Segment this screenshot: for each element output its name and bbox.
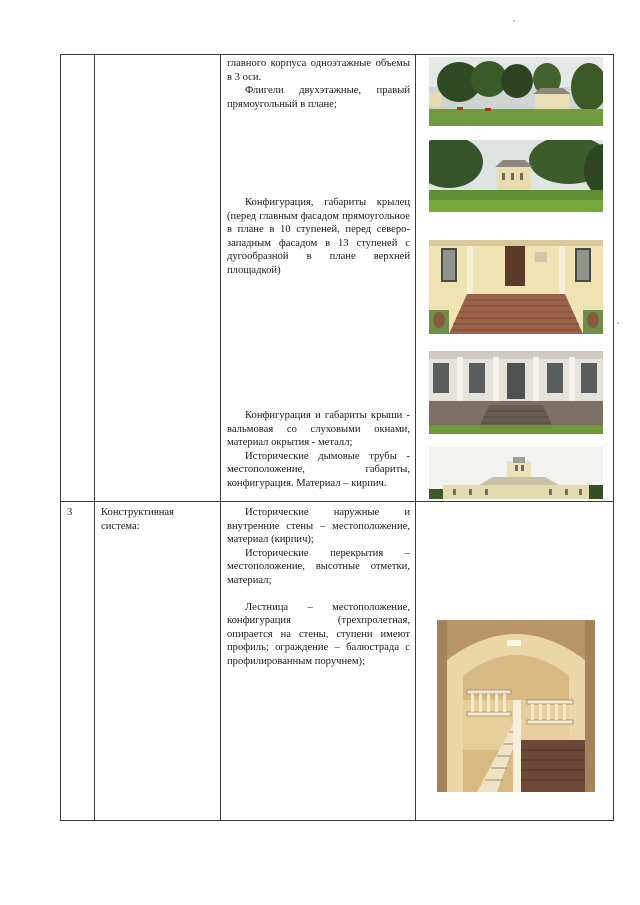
structural-description — [227, 506, 410, 669]
porch-description — [227, 196, 410, 278]
scan-speck — [513, 20, 515, 22]
roof-text: Конфигурация и габариты крыши - вальмовая со слуховыми окнами, материал окрытия - металл; — [227, 410, 410, 449]
wings-text: Флигели двухэтажные, правый прямоугольный в плане; — [227, 85, 410, 110]
photo-northwest-facade — [429, 351, 603, 434]
table-border-left — [60, 54, 61, 821]
table-divider-number — [94, 54, 95, 821]
photo-interior-staircase — [437, 620, 595, 792]
table-divider-title — [220, 54, 221, 821]
photo-main-porch — [429, 240, 603, 334]
table-border-right — [613, 54, 614, 821]
photo-manor-in-park — [429, 140, 603, 212]
photo-estate-overview — [429, 57, 603, 126]
photo-roof-with-belvedere — [429, 447, 603, 499]
chimneys-text: Исторические дымовые трубы - местоположение, габариты, конфигурация. Материал – кирпич. — [227, 450, 410, 489]
facade-description — [227, 57, 410, 111]
row-number: 3 — [67, 507, 73, 518]
table-border-bottom — [60, 820, 614, 821]
scan-speck — [617, 322, 619, 324]
porch-text: Конфигурация, габариты крылец (перед главным фасадом прямоугольное в плане в 10 ступеней, перед северо-западным фасадом в 13 ступеней с дугообразной в плане верхней площадкой) — [227, 197, 410, 276]
row-divider — [60, 501, 614, 502]
table-divider-photo — [415, 54, 416, 821]
floors-text: Исторические перекрытия – местоположение, высотные отметки, материал; — [227, 547, 410, 586]
roof-description — [227, 409, 410, 491]
table-border-top — [60, 54, 614, 55]
staircase-text: Лестница – местоположение, конфигурация (трехпролетная, опирается на стены, ступени имеют профиль; ограждение – балюстрада с профилированным поручнем); — [227, 601, 410, 667]
annex-volumes-text: главного корпуса одноэтажные объемы в 3 оси. — [227, 58, 410, 83]
walls-text: Исторические наружные и внутренние стены – местоположение, материал (кирпич); — [227, 507, 410, 546]
row-title: Конструктивная система: — [101, 507, 174, 532]
